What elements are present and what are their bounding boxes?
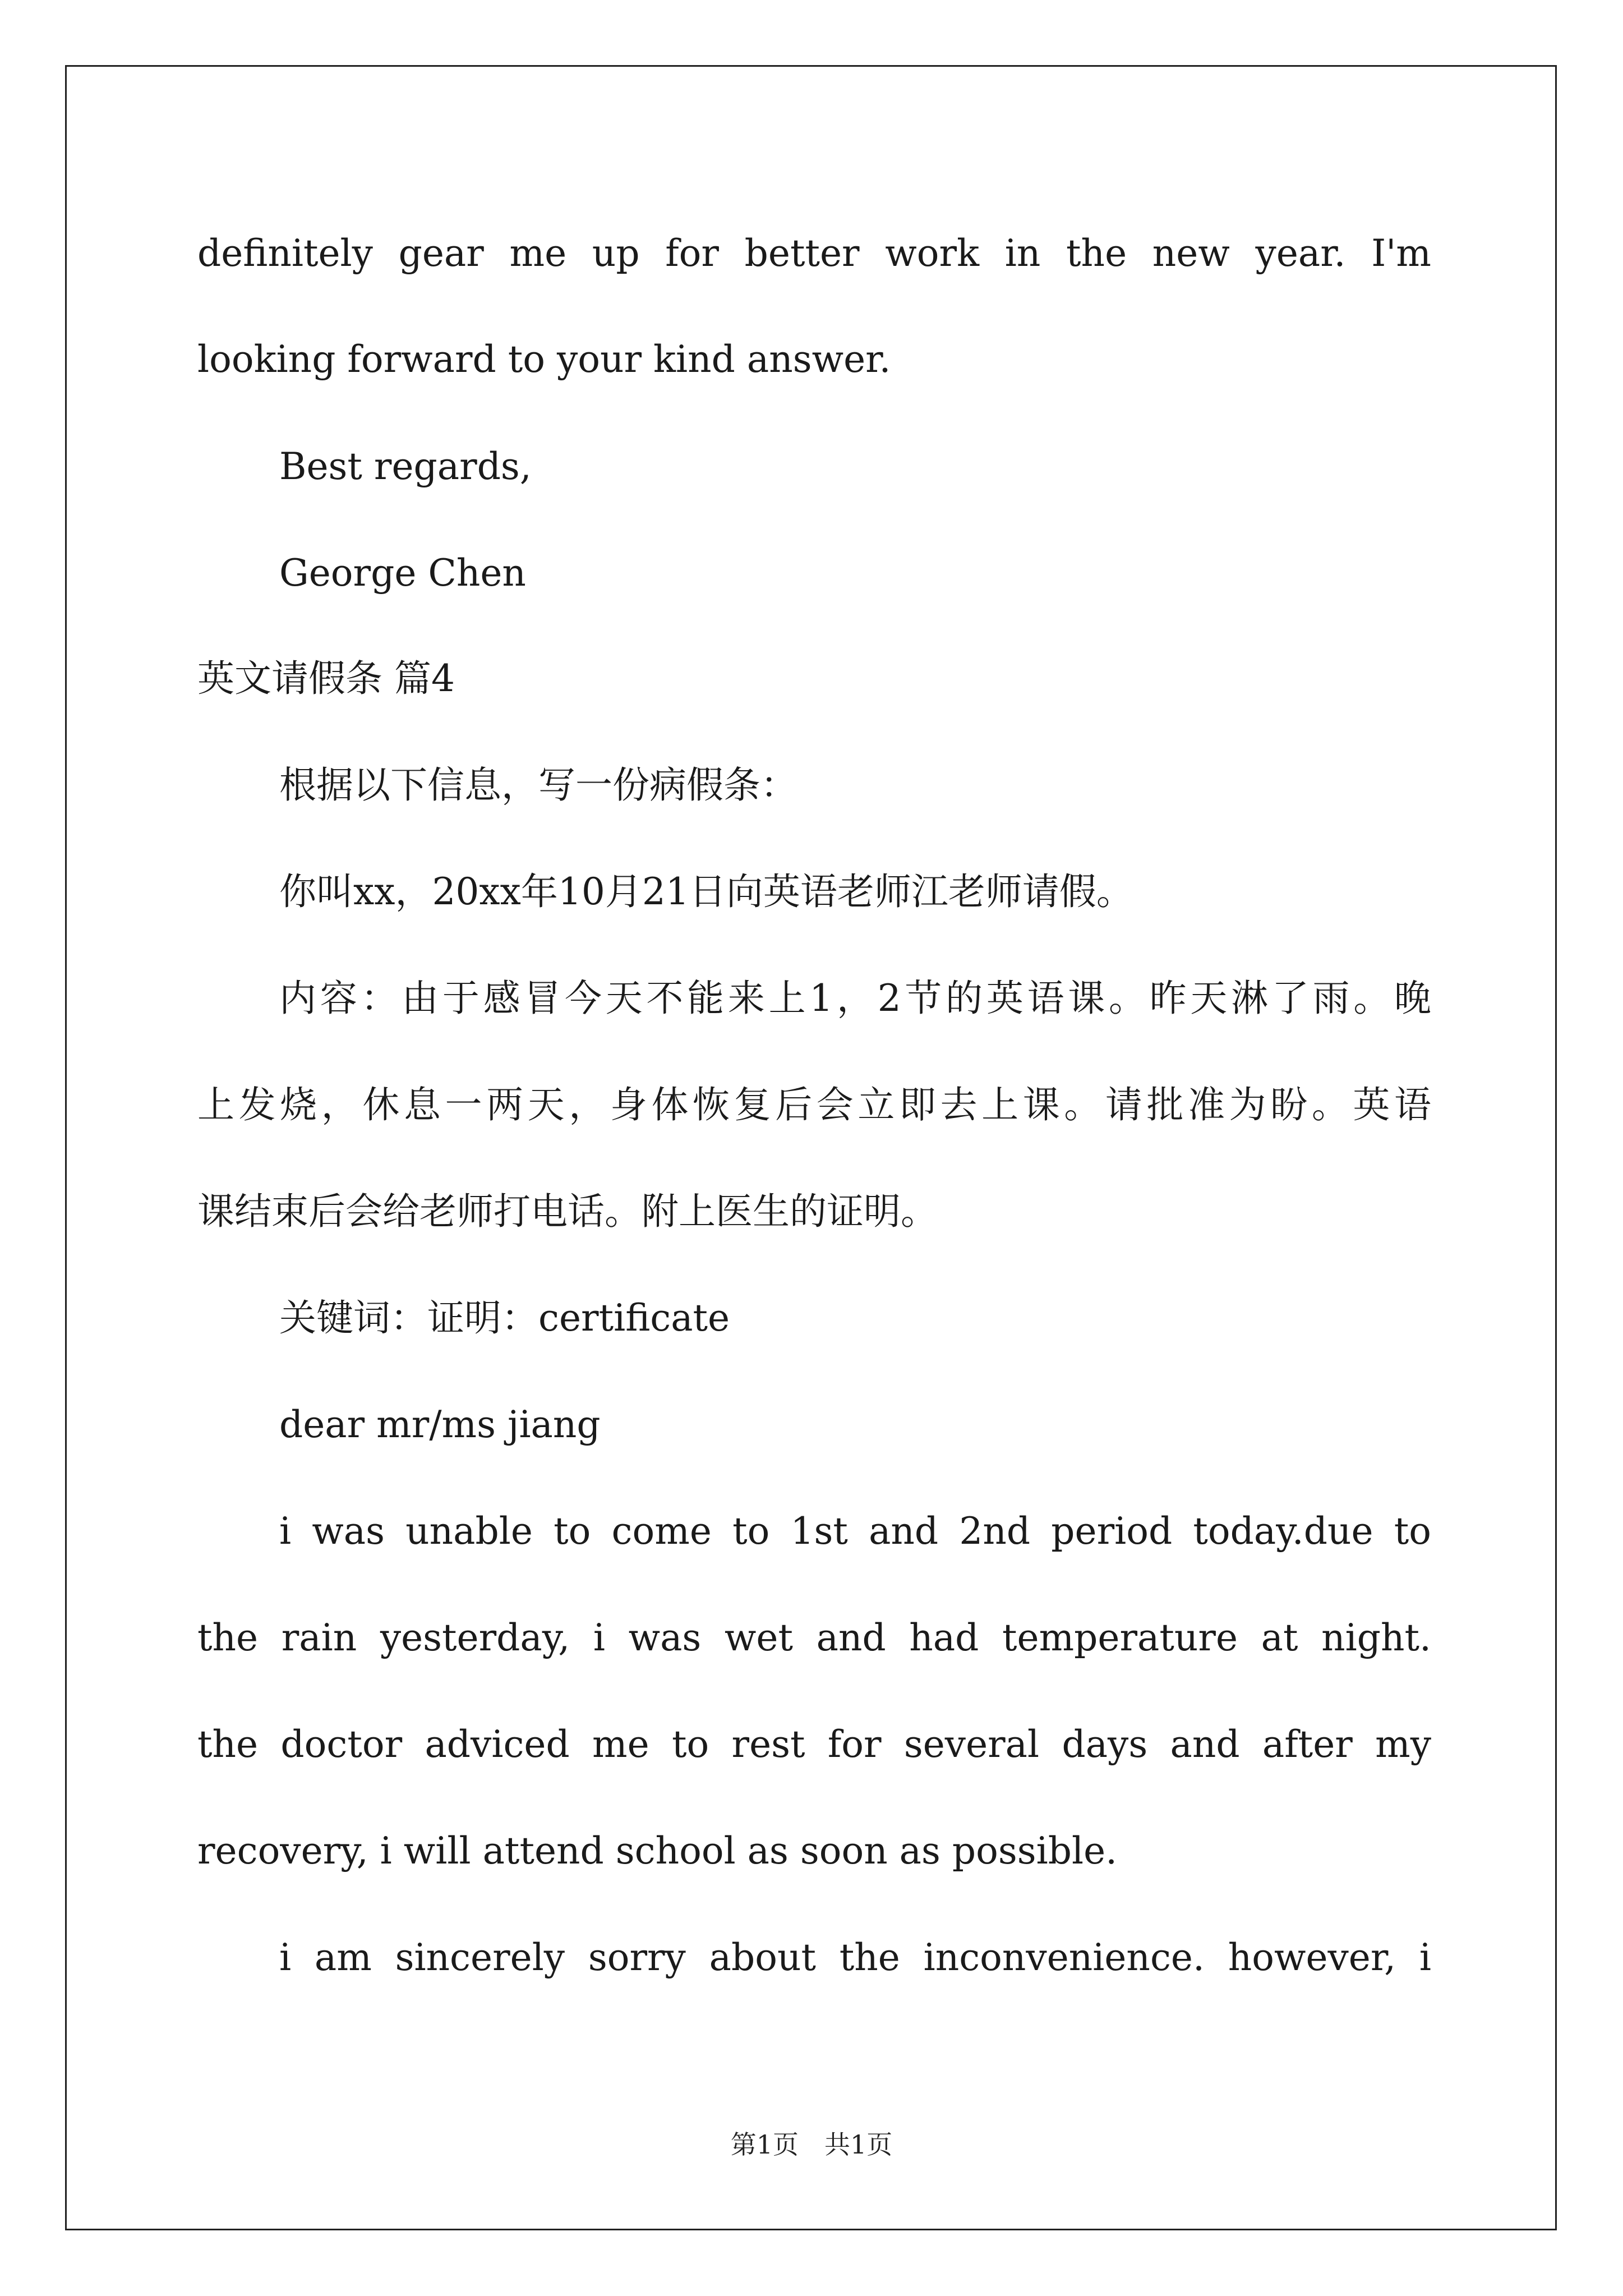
- body-line: looking forward to your kind answer.: [197, 338, 891, 381]
- salutation-line: dear mr/ms jiang: [279, 1403, 601, 1446]
- body-line: recovery, i will attend school as soon as possible.: [197, 1829, 1118, 1872]
- body-line: the doctor adviced me to rest for several days and after my: [197, 1723, 1431, 1766]
- section-heading: 英文请假条 篇4: [197, 657, 455, 700]
- body-line: 根据以下信息，写一份病假条：: [279, 763, 797, 807]
- body-line: 你叫xx，20xx年10月21日向英语老师江老师请假。: [279, 870, 1133, 913]
- body-line: i was unable to come to 1st and 2nd period today.due to: [279, 1510, 1431, 1553]
- page-footer: 第1页 共1页: [730, 2129, 893, 2160]
- body-line: the rain yesterday, i was wet and had temperature at night.: [197, 1616, 1431, 1659]
- body-line: 课结束后会给老师打电话。附上医生的证明。: [197, 1190, 938, 1233]
- body-line: i am sincerely sorry about the inconvenience. however, i: [279, 1936, 1431, 1979]
- body-line: 上发烧，休息一两天，身体恢复后会立即去上课。请批准为盼。英语: [197, 1083, 1431, 1126]
- body-line: 内容：由于感冒今天不能来上1，2节的英语课。昨天淋了雨。晚: [279, 977, 1431, 1020]
- page-border: [65, 65, 1557, 2230]
- keyword-line: 关键词：证明：certificate: [279, 1296, 730, 1340]
- signature-line: George Chen: [279, 551, 526, 595]
- closing-line: Best regards,: [279, 445, 532, 488]
- body-line: definitely gear me up for better work in the new year. I'm: [197, 232, 1431, 275]
